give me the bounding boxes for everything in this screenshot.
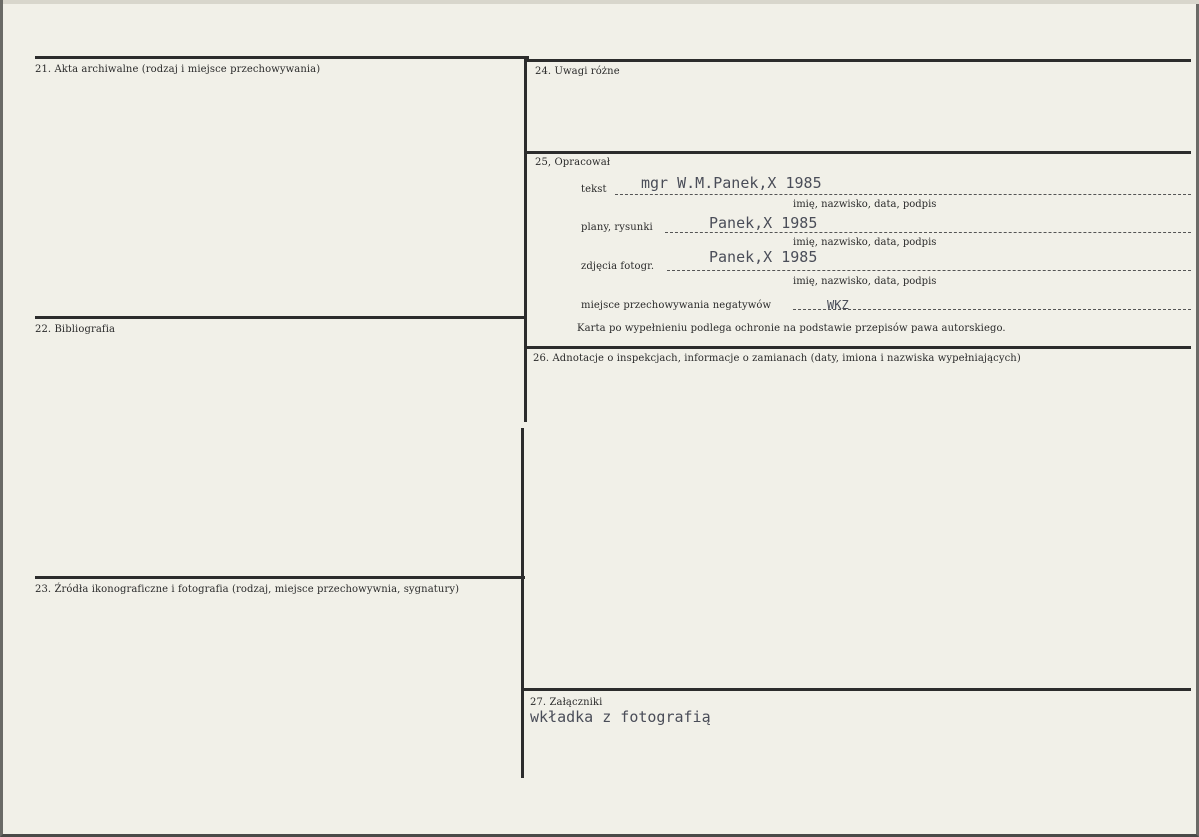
zdjecia-line bbox=[667, 270, 1191, 271]
negatywy-label: miejsce przechowywania negatywów bbox=[581, 300, 772, 311]
tekst-line bbox=[615, 194, 1191, 195]
tekst-caption: imię, nazwisko, data, podpis bbox=[793, 199, 937, 210]
section-24-label: 24. Uwagi różne bbox=[535, 66, 620, 77]
section-23-label: 23. Źródła ikonograficzne i fotografia (rodzaj, miejsce przechowywnia, sygnatury) bbox=[35, 584, 460, 595]
column-divider-upper bbox=[524, 59, 527, 422]
copyright-note: Karta po wypełnieniu podlega ochronie na podstawie przepisów pawa autorskiego. bbox=[577, 323, 1006, 334]
rule-22 bbox=[35, 316, 525, 319]
attachments-value: wkładka z fotografią bbox=[530, 708, 711, 726]
column-divider-lower bbox=[521, 428, 524, 778]
plany-line bbox=[665, 232, 1191, 233]
card-top-edge bbox=[3, 0, 1199, 4]
zdjecia-value: Panek,X 1985 bbox=[709, 248, 818, 266]
section-26-label: 26. Adnotacje o inspekcjach, informacje o zamianach (daty, imiona i nazwiska wypełniających) bbox=[533, 353, 1021, 364]
section-21-label: 21. Akta archiwalne (rodzaj i miejsce przechowywania) bbox=[35, 64, 321, 75]
top-rule-right bbox=[527, 59, 1191, 62]
tekst-value: mgr W.M.Panek,X 1985 bbox=[641, 174, 822, 192]
zdjecia-label: zdjęcia fotogr. bbox=[581, 261, 655, 272]
plany-value: Panek,X 1985 bbox=[709, 214, 818, 232]
negatywy-line bbox=[793, 309, 1191, 310]
plany-label: plany, rysunki bbox=[581, 222, 653, 233]
negatywy-value: WKZ bbox=[827, 298, 849, 312]
rule-25 bbox=[527, 151, 1191, 154]
section-27-label: 27. Załączniki bbox=[530, 697, 603, 708]
rule-27 bbox=[524, 688, 1191, 691]
zdjecia-caption: imię, nazwisko, data, podpis bbox=[793, 276, 937, 287]
plany-caption: imię, nazwisko, data, podpis bbox=[793, 237, 937, 248]
rule-26 bbox=[527, 346, 1191, 349]
section-22-label: 22. Bibliografia bbox=[35, 324, 116, 335]
tekst-label: tekst bbox=[581, 184, 607, 195]
section-25-label: 25, Opracował bbox=[535, 157, 611, 168]
rule-23 bbox=[35, 576, 525, 579]
top-rule-left bbox=[35, 56, 529, 59]
